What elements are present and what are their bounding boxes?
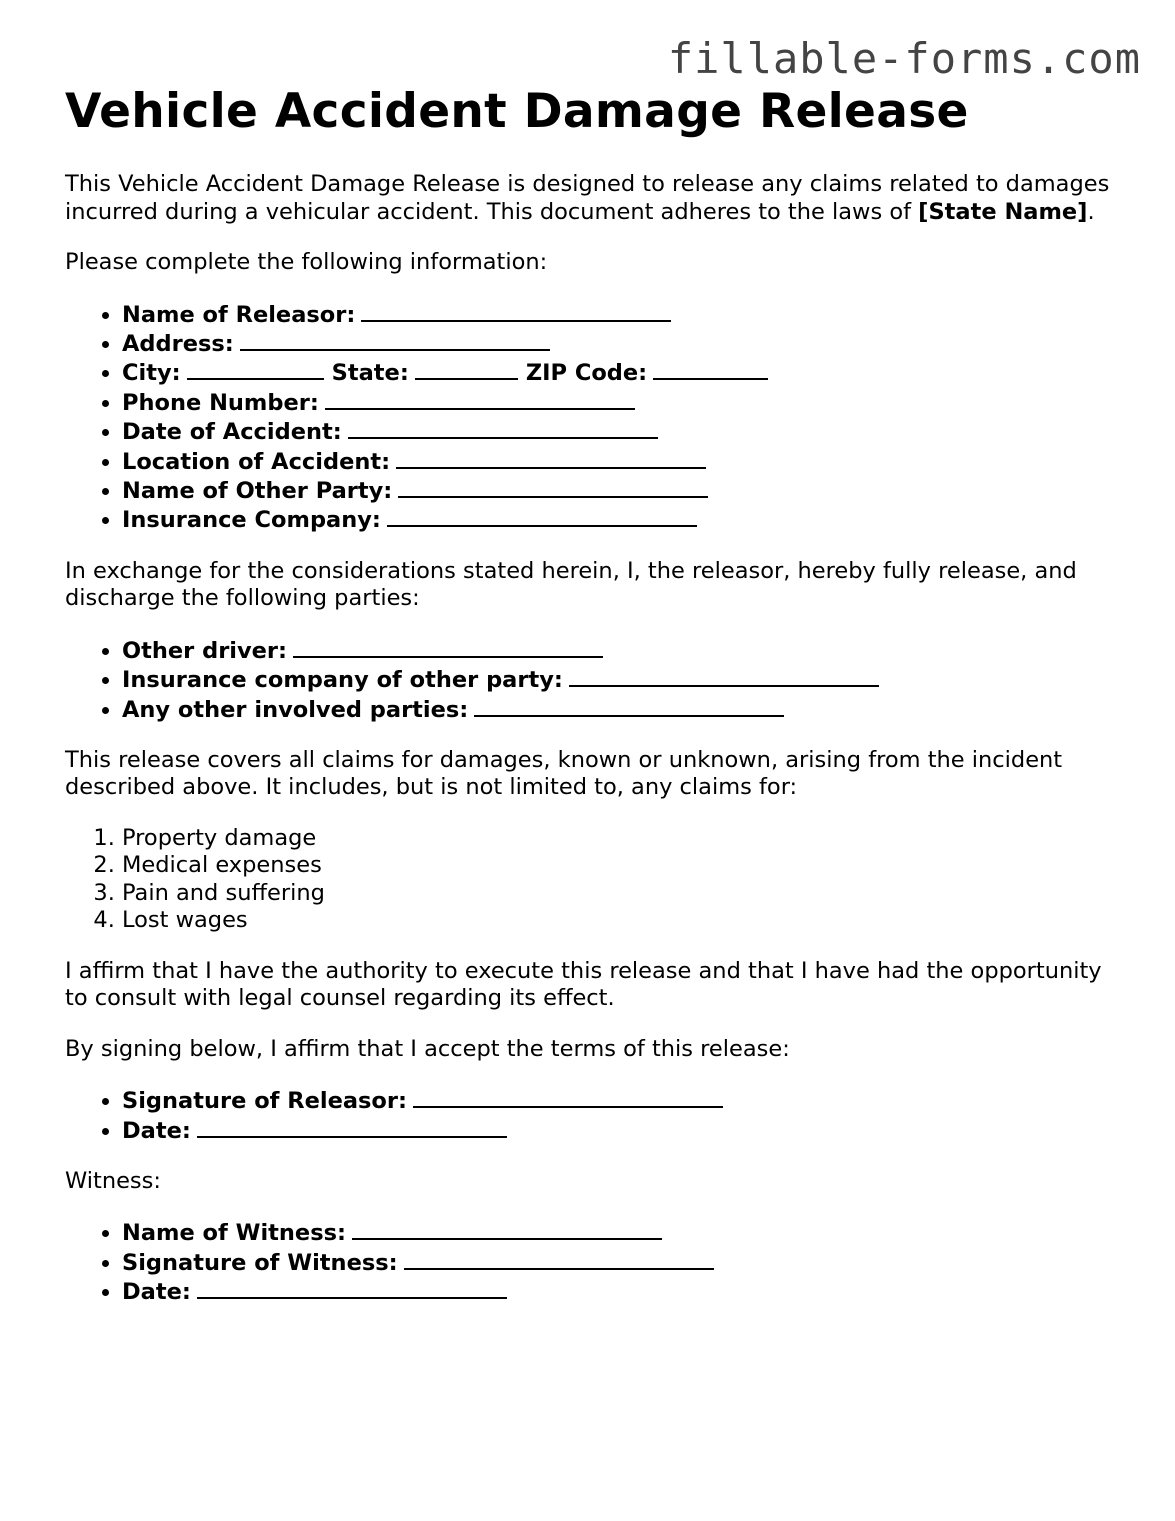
list-item <box>122 300 1125 329</box>
witness-date-field[interactable] <box>197 1277 507 1299</box>
intro-text: This Vehicle Accident Damage Release is designed to release any claims related to damages incurred during a vehicular accident. This document adheres to the laws of <box>65 171 1110 225</box>
accident-date-label: Date of Accident: <box>122 419 342 446</box>
other-party-label: Name of Other Party: <box>122 477 393 504</box>
list-item <box>122 1248 1125 1277</box>
intro-end: . <box>1087 198 1095 225</box>
document-body <box>65 84 1125 1307</box>
releasor-name-field[interactable] <box>361 300 671 322</box>
witness-signature-field[interactable] <box>404 1248 714 1270</box>
state-label: State: <box>331 360 409 387</box>
list-item <box>122 695 1125 724</box>
phone-label: Phone Number: <box>122 389 319 416</box>
claims-list <box>65 825 1125 935</box>
city-field[interactable] <box>187 358 324 380</box>
city-label: City: <box>122 360 181 387</box>
intro-paragraph <box>65 171 1125 226</box>
list-item <box>122 476 1125 505</box>
accident-location-field[interactable] <box>396 447 706 469</box>
list-item: 4. Lost wages <box>122 907 1125 934</box>
witness-name-label: Name of Witness: <box>122 1220 346 1247</box>
list-item <box>122 1086 1125 1115</box>
list-item <box>122 636 1125 665</box>
witness-date-label: Date: <box>122 1279 191 1306</box>
other-insurance-label: Insurance company of other party: <box>122 667 563 694</box>
zip-label: ZIP Code: <box>525 360 648 387</box>
address-field[interactable] <box>240 329 550 351</box>
list-item: 1. Property damage <box>122 825 1125 852</box>
state-field[interactable] <box>415 358 518 380</box>
other-involved-field[interactable] <box>474 695 784 717</box>
released-parties-list <box>65 636 1125 724</box>
other-driver-label: Other driver: <box>122 637 288 664</box>
authority-paragraph: I affirm that I have the authority to execute this release and that I have had the opportunity to consult with legal counsel regarding its effect. <box>65 957 1102 1012</box>
list-item <box>122 1218 1125 1247</box>
witness-signature-label: Signature of Witness: <box>122 1249 398 1276</box>
list-item <box>122 665 1125 694</box>
list-item <box>122 329 1125 358</box>
info-prompt: Please complete the following information: <box>65 249 548 275</box>
list-item <box>122 505 1125 534</box>
list-item <box>122 388 1125 417</box>
list-item <box>122 358 1125 387</box>
coverage-paragraph: This release covers all claims for damages, known or unknown, arising from the incident described above. It includes, but is not limited to, any claims for: <box>65 746 1063 801</box>
accident-location-label: Location of Accident: <box>122 448 391 475</box>
other-involved-label: Any other involved parties: <box>122 696 469 723</box>
phone-field[interactable] <box>325 388 635 410</box>
release-paragraph: In exchange for the considerations stated herein, I, the releasor, hereby fully release, and discharge the following parties: <box>65 557 1077 612</box>
zip-field[interactable] <box>653 358 768 380</box>
list-item: 3. Pain and suffering <box>122 880 1125 907</box>
other-party-field[interactable] <box>398 476 708 498</box>
releasor-name-label: Name of Releasor: <box>122 301 356 328</box>
info-field-list <box>65 300 1125 535</box>
witness-heading: Witness: <box>65 1167 161 1194</box>
insurance-company-field[interactable] <box>387 505 697 527</box>
other-driver-field[interactable] <box>293 636 603 658</box>
releasor-date-label: Date: <box>122 1117 191 1144</box>
witness-name-field[interactable] <box>352 1218 662 1240</box>
other-insurance-field[interactable] <box>569 665 879 687</box>
address-label: Address: <box>122 330 234 357</box>
releasor-signature-field[interactable] <box>413 1086 723 1108</box>
watermark: fillable-forms.com <box>667 34 1141 83</box>
sign-prompt: By signing below, I affirm that I accept the terms of this release: <box>65 1035 790 1062</box>
state-name-placeholder: [State Name] <box>918 198 1088 225</box>
accident-date-field[interactable] <box>348 417 658 439</box>
witness-list <box>65 1218 1125 1306</box>
list-item <box>122 1277 1125 1306</box>
list-item <box>122 417 1125 446</box>
signature-list <box>65 1086 1125 1145</box>
releasor-signature-label: Signature of Releasor: <box>122 1088 407 1115</box>
page-title: Vehicle Accident Damage Release <box>65 84 969 139</box>
list-item <box>122 1116 1125 1145</box>
insurance-company-label: Insurance Company: <box>122 507 381 534</box>
list-item: 2. Medical expenses <box>122 852 1125 879</box>
releasor-date-field[interactable] <box>197 1116 507 1138</box>
list-item <box>122 447 1125 476</box>
